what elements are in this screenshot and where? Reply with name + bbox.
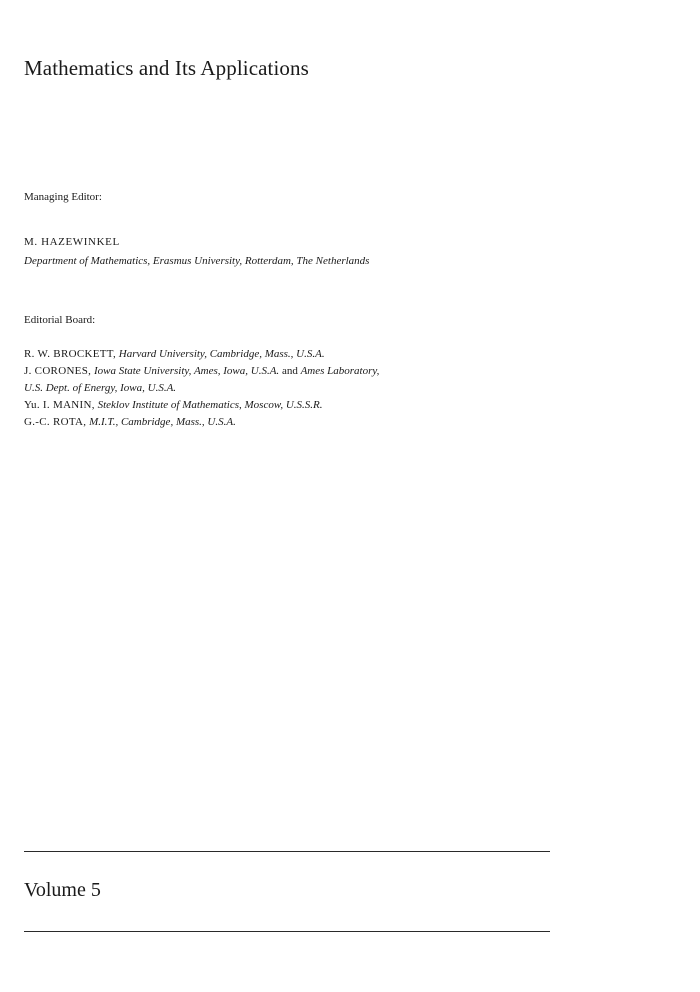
managing-editor-name: M. HAZEWINKEL xyxy=(24,236,120,248)
board-member-affiliation: Harvard University, Cambridge, Mass., U.S.A. xyxy=(118,348,325,360)
board-member-name: J. CORONES, xyxy=(24,365,92,377)
series-title: Mathematics and Its Applications xyxy=(24,56,309,80)
board-member xyxy=(24,414,379,431)
board-member-connector: and xyxy=(281,365,298,377)
board-member-affiliation: Steklov Institute of Mathematics, Moscow, U.S.S.R. xyxy=(97,399,323,411)
board-member-name: G.-C. ROTA, xyxy=(24,416,87,428)
board-member-affiliation-continued xyxy=(24,380,379,397)
top-rule xyxy=(24,851,550,852)
board-member xyxy=(24,397,379,414)
managing-editor-affiliation: Department of Mathematics, Erasmus University, Rotterdam, The Netherlands xyxy=(24,255,370,267)
board-member-affiliation: Iowa State University, Ames, Iowa, U.S.A. xyxy=(93,365,280,377)
managing-editor-label: Managing Editor: xyxy=(24,191,102,203)
board-member-affiliation-2: Ames Laboratory, xyxy=(300,365,380,377)
board-member-name: Yu. I. MANIN, xyxy=(24,399,95,411)
board-member xyxy=(24,363,379,380)
board-member-affiliation-cont: U.S. Dept. of Energy, Iowa, U.S.A. xyxy=(24,382,177,394)
board-member-name: R. W. BROCKETT, xyxy=(24,348,117,360)
volume-label: Volume 5 xyxy=(24,879,101,901)
bottom-rule xyxy=(24,931,550,932)
board-member xyxy=(24,346,379,363)
editorial-board-label: Editorial Board: xyxy=(24,314,96,326)
board-member-affiliation: M.I.T., Cambridge, Mass., U.S.A. xyxy=(89,416,236,428)
editorial-board-list xyxy=(24,346,379,431)
